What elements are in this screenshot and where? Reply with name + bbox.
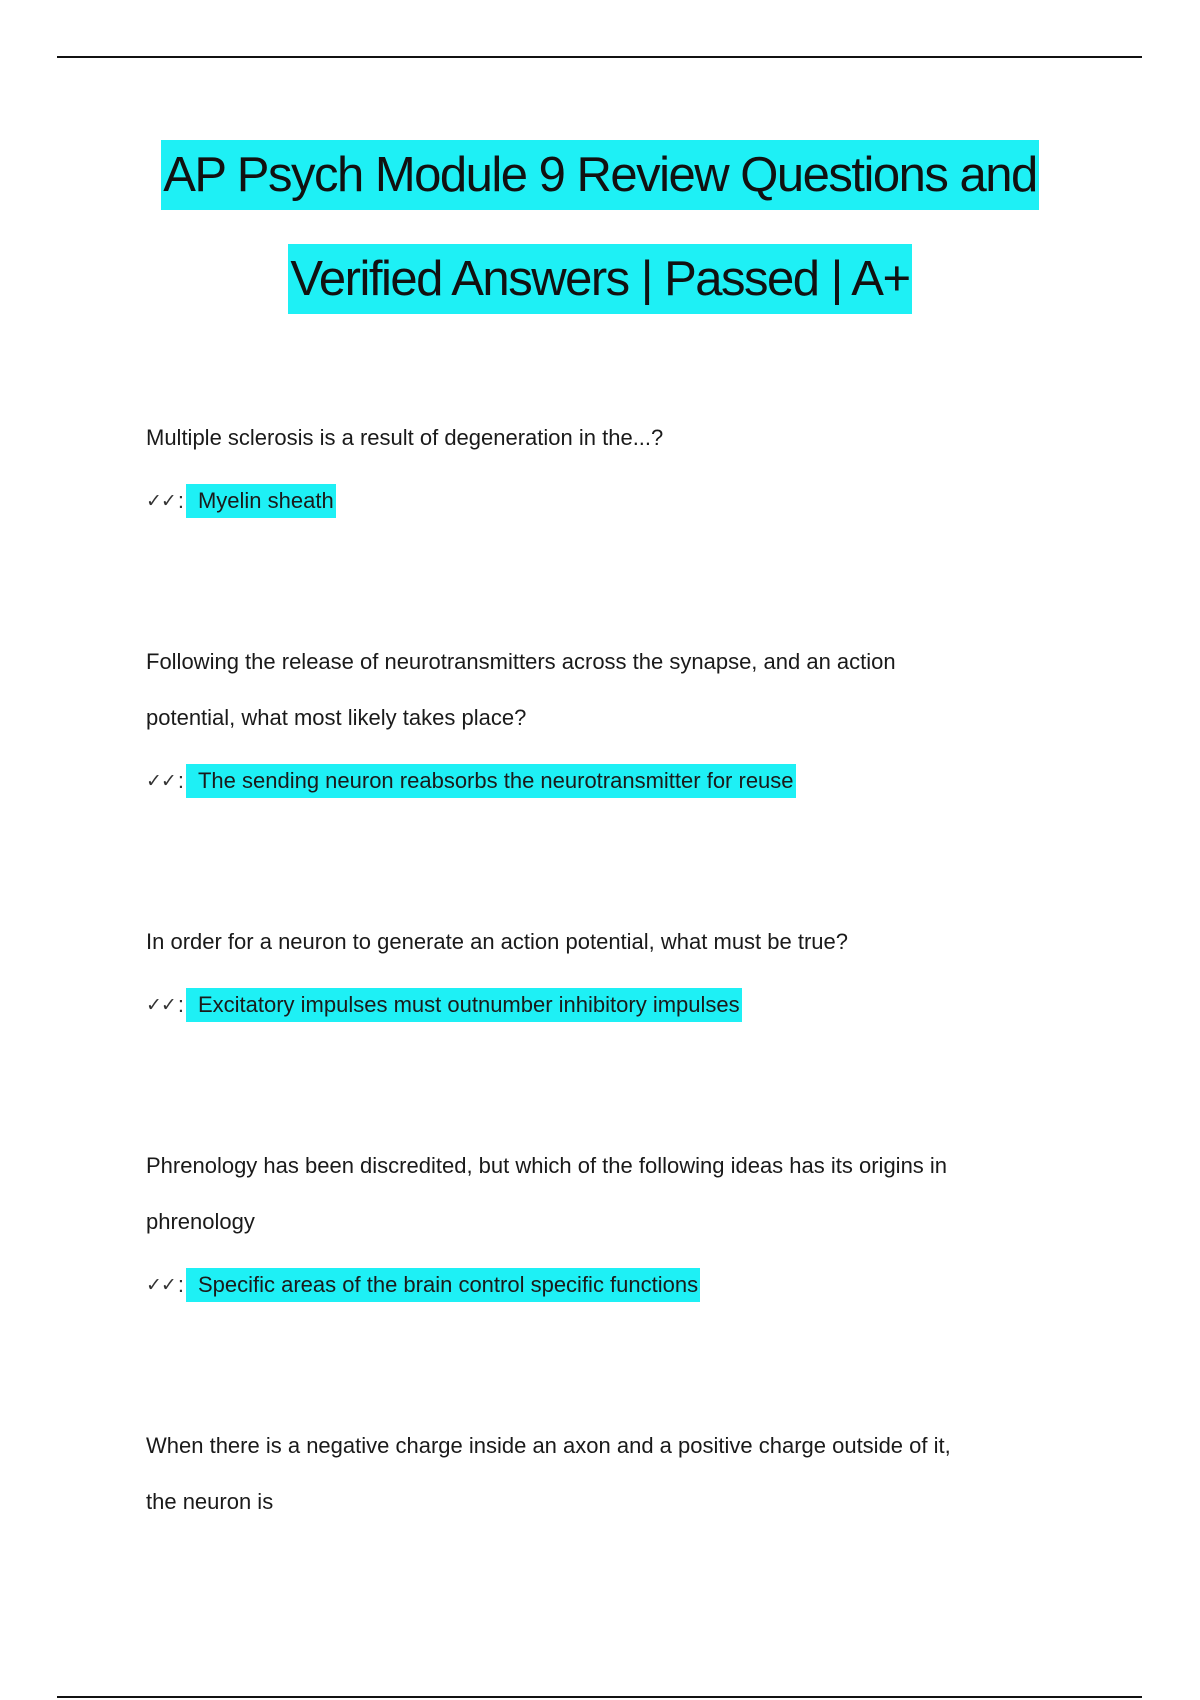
title-text-2: Verified Answers | Passed | A+ bbox=[288, 244, 911, 314]
separator-colon: : bbox=[177, 488, 184, 513]
answer-4: Specific areas of the brain control specific functions bbox=[186, 1268, 700, 1302]
double-check-icon: ✓✓ bbox=[146, 490, 176, 512]
document-title bbox=[0, 140, 1200, 348]
double-check-icon: ✓✓ bbox=[146, 1274, 176, 1296]
question-5-line-1: When there is a negative charge inside an axon and a positive charge outside of it, bbox=[146, 1433, 951, 1458]
separator-colon: : bbox=[177, 992, 184, 1017]
question-2-line-1: Following the release of neurotransmitters across the synapse, and an action bbox=[146, 649, 896, 674]
bottom-rule bbox=[57, 1696, 1142, 1698]
qa-item-2 bbox=[146, 634, 1066, 798]
answer-row-4 bbox=[146, 1268, 1066, 1302]
answer-row-2 bbox=[146, 764, 1066, 798]
question-4-line-2: phrenology bbox=[146, 1209, 255, 1234]
answer-3: Excitatory impulses must outnumber inhibitory impulses bbox=[186, 988, 742, 1022]
answer-row-1 bbox=[146, 484, 1066, 518]
question-1-line-1: Multiple sclerosis is a result of degeneration in the...? bbox=[146, 425, 664, 450]
title-line-1 bbox=[0, 140, 1200, 244]
title-line-2 bbox=[0, 244, 1200, 348]
question-4-line-1: Phrenology has been discredited, but which of the following ideas has its origins in bbox=[146, 1153, 948, 1178]
qa-item-4 bbox=[146, 1138, 1066, 1302]
answer-2: The sending neuron reabsorbs the neurotransmitter for reuse bbox=[186, 764, 796, 798]
question-3-line-1: In order for a neuron to generate an action potential, what must be true? bbox=[146, 929, 849, 954]
answer-1: Myelin sheath bbox=[186, 484, 336, 518]
double-check-icon: ✓✓ bbox=[146, 994, 176, 1016]
question-5-line-2: the neuron is bbox=[146, 1489, 274, 1514]
answer-row-3 bbox=[146, 988, 1066, 1022]
separator-colon: : bbox=[177, 768, 184, 793]
title-text-1: AP Psych Module 9 Review Questions and bbox=[161, 140, 1039, 210]
qa-item-3 bbox=[146, 914, 1066, 1022]
double-check-icon: ✓✓ bbox=[146, 770, 176, 792]
separator-colon: : bbox=[177, 1272, 184, 1297]
top-rule bbox=[57, 56, 1142, 58]
qa-item-1 bbox=[146, 410, 1066, 518]
qa-item-5 bbox=[146, 1418, 1066, 1530]
question-2-line-2: potential, what most likely takes place? bbox=[146, 705, 527, 730]
